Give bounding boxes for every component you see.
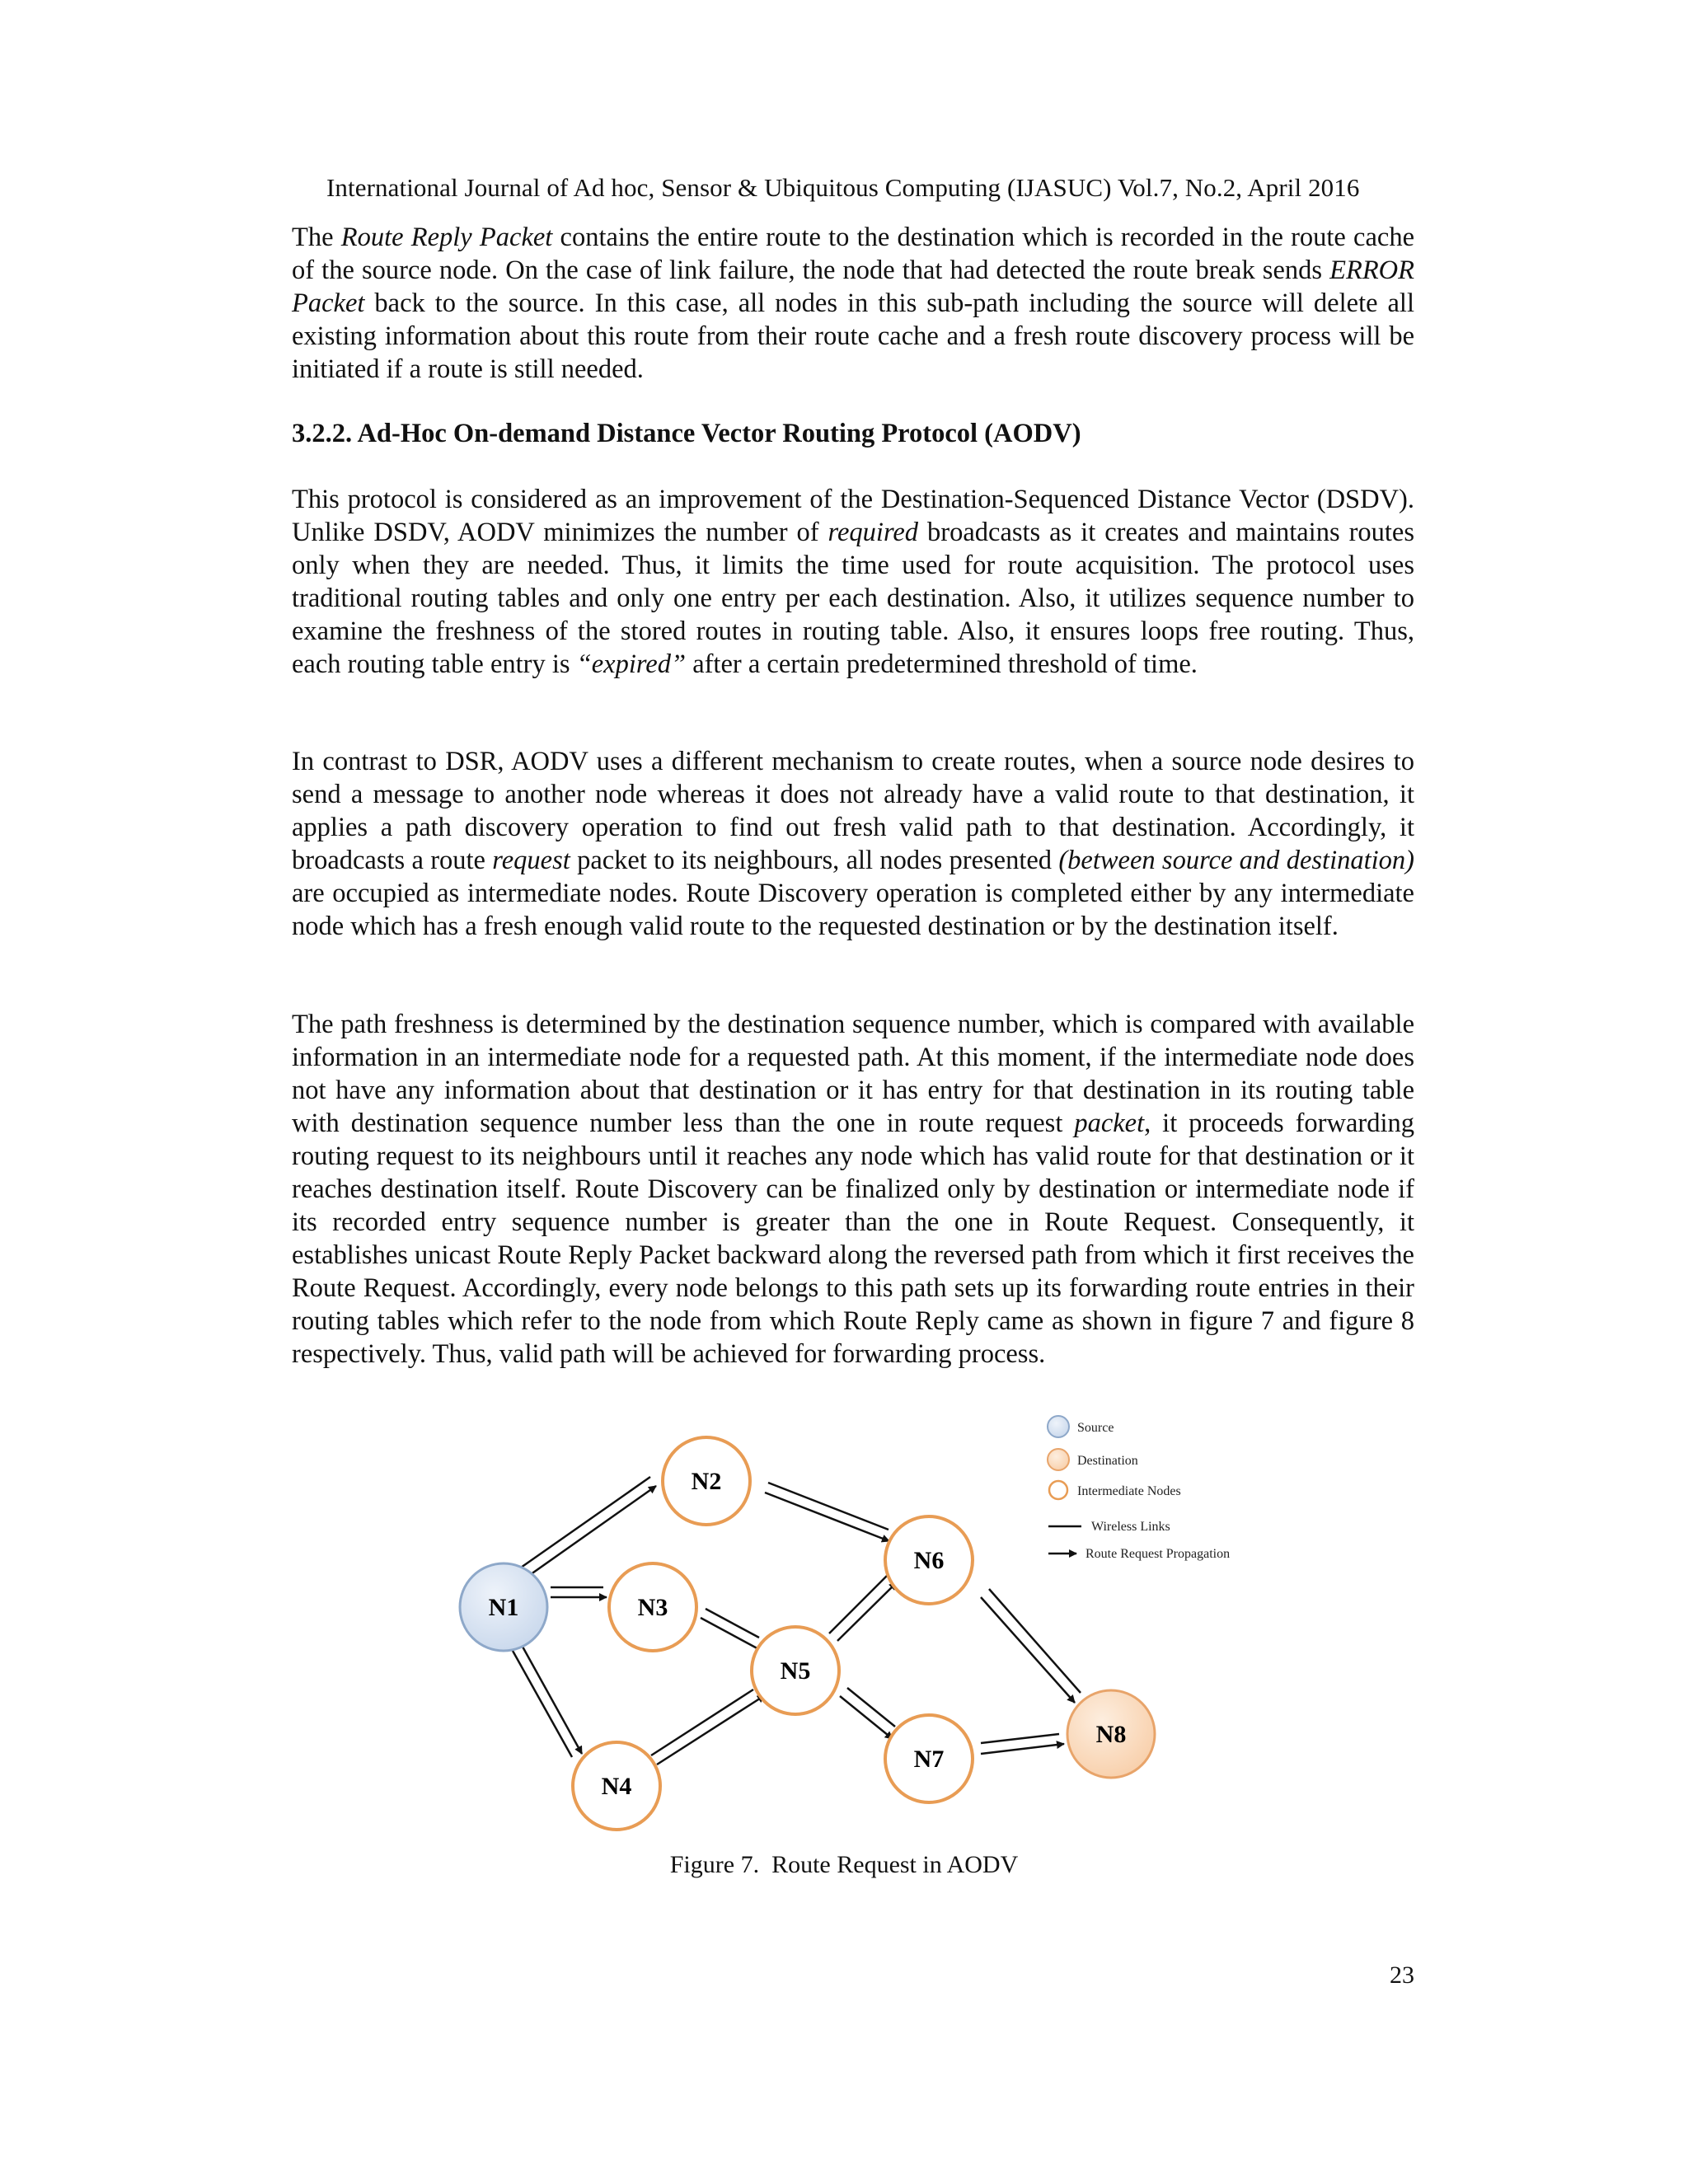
node-n1-label: N1	[488, 1594, 519, 1621]
text-run: , it proceeds forwarding routing request to its neighbours until it reaches any node which has valid route for that destination or it reaches destination itself. Route Discovery can be finalized only by destination or intermediate node if its recorded entry sequence number is greater than the one in Route Request. Consequently, it establishes unicast Route Reply Packet backward along the reversed path from which it first receives the Route Request. Accordingly, every node belongs to this path sets up its forwarding route entries in their routing tables which refer to the node from which Route Reply came as shown in figure 7 and figure 8 respectively. Thus, valid path will be achieved for forwarding process.	[292, 1108, 1415, 1369]
text-run: packet to its neighbours, all nodes presented	[570, 846, 1059, 875]
node-n8	[1067, 1690, 1155, 1778]
link-n6-n8-a	[989, 1589, 1081, 1693]
link-n5-n6-a	[829, 1574, 889, 1633]
paragraph-aodv-intro	[292, 483, 1414, 681]
italic-run: required	[828, 518, 919, 547]
legend-destination-label: Destination	[1077, 1454, 1138, 1468]
node-n5	[752, 1627, 839, 1714]
node-n5-label: N5	[780, 1657, 811, 1685]
node-n2	[663, 1437, 750, 1525]
paragraph-contrast-dsr	[292, 745, 1414, 943]
legend-destination-swatch	[1048, 1449, 1069, 1470]
italic-run: ERROR Packet	[292, 255, 1414, 318]
node-n4	[573, 1742, 660, 1830]
legend-intermediate-label: Intermediate Nodes	[1077, 1484, 1181, 1498]
italic-run: Route Reply Packet	[340, 223, 553, 252]
caption-text: Route Request in AODV	[771, 1851, 1019, 1878]
node-n4-label: N4	[601, 1773, 632, 1800]
node-n6-label: N6	[913, 1547, 945, 1574]
legend-wireless-label: Wireless Links	[1091, 1520, 1170, 1534]
legend-source-swatch	[1048, 1416, 1069, 1437]
italic-run: (between source and destination)	[1058, 846, 1414, 875]
italic-run: packet	[1074, 1108, 1145, 1138]
legend-intermediate-swatch	[1049, 1481, 1067, 1499]
text-run: contains the entire route to the destination which is recorded in the route cache of the source node. On the case of link failure, the node that had detected the route break sends	[292, 223, 1415, 285]
legend-rreq-label: Route Request Propagation	[1085, 1547, 1231, 1561]
section-heading: 3.2.2. Ad-Hoc On-demand Distance Vector Routing Protocol (AODV)	[292, 419, 1081, 448]
figure-legend	[1048, 1416, 1230, 1561]
paragraph-route-reply	[292, 221, 1414, 386]
text-run: broadcasts as it creates and maintains routes only when they are needed. Thus, it limits the time used for route acquisition. The protocol uses traditional routing tables and only one entry per each destination. Also, it utilizes sequence number to examine the freshness of the stored routes in routing table. Also, it ensures loops free routing. Thus, each routing table entry is	[292, 518, 1414, 679]
node-n3-label: N3	[637, 1594, 668, 1621]
node-n7-label: N7	[913, 1746, 945, 1773]
legend-source-label: Source	[1077, 1421, 1114, 1435]
caption-prefix: Figure 7.	[669, 1851, 760, 1878]
text-run: In contrast to DSR, AODV uses a different mechanism to create routes, when a source node desires to send a message to another node whereas it does not already have a valid route to that destination, it applies a path discovery operation to find out fresh valid path to that destination. Accordingly, it broadcasts a route	[292, 747, 1414, 875]
figure-caption	[0, 1851, 1688, 1879]
aodv-route-request-diagram	[445, 1405, 1269, 1834]
text-run: after a certain predetermined threshold of time.	[686, 649, 1198, 679]
rreq-links	[513, 1477, 1081, 1765]
journal-header: International Journal of Ad hoc, Sensor & Ubiquitous Computing (IJASUC) Vol.7, No.2, April 2016	[326, 173, 1360, 202]
italic-run: request	[492, 846, 570, 875]
node-n2-label: N2	[691, 1468, 722, 1495]
italic-run: “expired”	[576, 649, 687, 679]
link-n1-n2-a	[521, 1477, 650, 1568]
link-n6-n8-b	[981, 1597, 1075, 1703]
node-n1	[460, 1563, 547, 1651]
link-n7-n8-a	[981, 1734, 1059, 1743]
link-n4-n5-a	[651, 1690, 753, 1755]
paragraph-path-freshness	[292, 1008, 1414, 1371]
link-n2-n6-b	[765, 1493, 889, 1541]
text-run: are occupied as intermediate nodes. Route Discovery operation is completed either by any intermediate node which has a fresh enough valid route to the requested destination or by the destination itself.	[292, 879, 1414, 941]
link-n5-n6-b	[837, 1582, 897, 1641]
link-n4-n5-b	[657, 1695, 765, 1765]
node-n3	[609, 1563, 696, 1651]
link-n1-n4-b	[523, 1647, 582, 1754]
link-n1-n2-b	[528, 1486, 656, 1577]
text-run: This protocol is considered as an improvement of the Destination-Sequenced Distance Vector (DSDV). Unlike DSDV, AODV minimizes the number of	[292, 485, 1414, 547]
page-number: 23	[1390, 1961, 1414, 1989]
text-run: The	[292, 223, 341, 252]
node-n6	[885, 1516, 973, 1604]
link-n2-n6-a	[768, 1483, 889, 1530]
node-n7	[885, 1715, 973, 1802]
text-run: The path freshness is determined by the destination sequence number, which is compared with available information in an intermediate node for a requested path. At this moment, if the intermediate node does not have any information about that destination or it has entry for that destination in its routing table with destination sequence number less than the one in route request	[292, 1010, 1414, 1138]
link-n3-n5-a	[706, 1609, 759, 1638]
text-run: back to the source. In this case, all nodes in this sub-path including the source will delete all existing information about this route from their route cache and a fresh route discovery process will be initiated if a route is still needed.	[292, 288, 1414, 384]
link-n7-n8-b	[981, 1744, 1064, 1754]
link-n1-n4-a	[513, 1651, 572, 1757]
node-n8-label: N8	[1095, 1721, 1127, 1748]
